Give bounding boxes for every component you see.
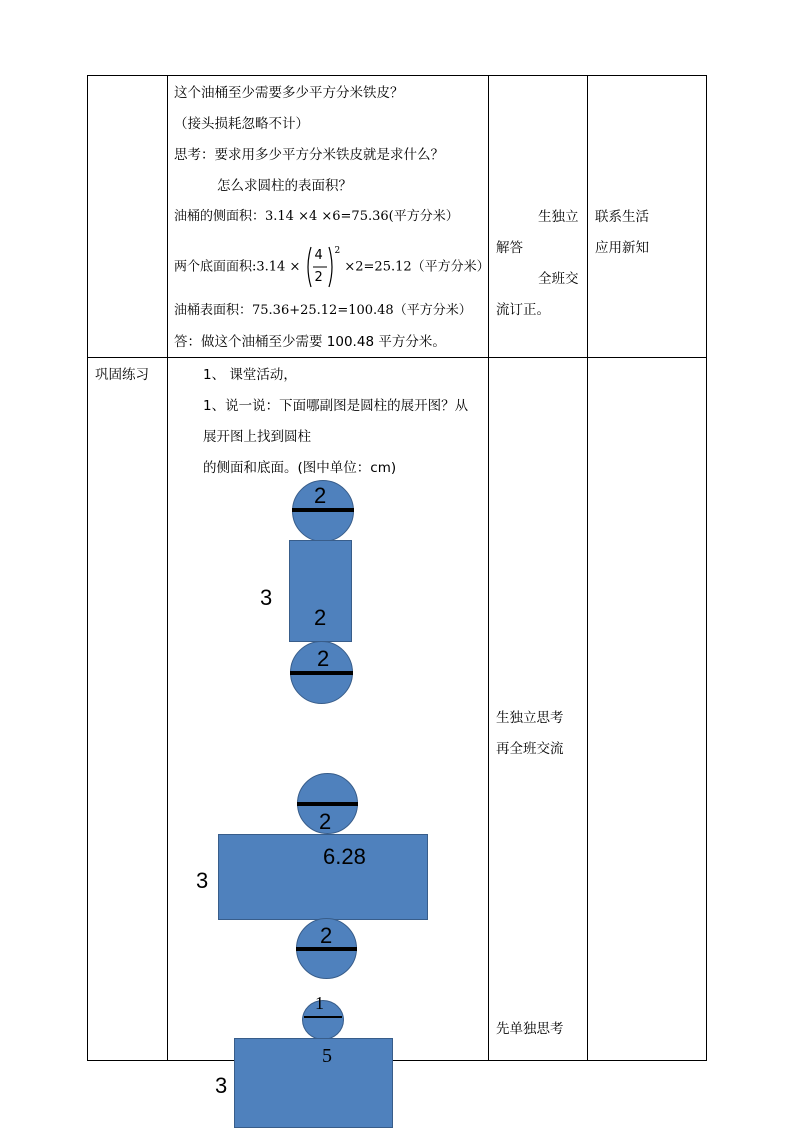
thinking-question: 思考：要求用多少平方分米铁皮就是求什么？ bbox=[174, 147, 444, 163]
student-thinking-2: 再全班交流 bbox=[496, 741, 564, 757]
table-bottom-border bbox=[87, 1060, 707, 1061]
row-divider bbox=[87, 357, 707, 358]
lateral-area-calc: 油桶的侧面积：3.14 ×4 ×6=75.36(平方分米） bbox=[174, 209, 459, 224]
fig1-height-label: 3 bbox=[260, 585, 273, 610]
col-border-3 bbox=[488, 75, 489, 1061]
fig3-height-label: 3 bbox=[215, 1073, 228, 1098]
fig2-rect-label: 6.28 bbox=[323, 844, 366, 869]
col-border-4 bbox=[587, 75, 588, 1061]
fig3-rect-label: 5 bbox=[322, 1045, 332, 1067]
base-area-prefix: 两个底面面积:3.14 × bbox=[174, 259, 301, 275]
thinking-subquestion: 怎么求圆柱的表面积？ bbox=[217, 178, 352, 194]
fig1-top-diameter bbox=[292, 508, 354, 512]
fig2-height-label: 3 bbox=[196, 868, 209, 893]
fraction-numerator: 4 bbox=[314, 247, 323, 263]
table-top-border bbox=[87, 75, 707, 76]
col-border-1 bbox=[87, 75, 88, 1061]
col-border-5 bbox=[706, 75, 707, 1061]
exercise-prompt-cont: 展开图上找到圆柱 bbox=[203, 429, 311, 445]
section-label: 巩固练习 bbox=[95, 367, 149, 383]
fig1-rect-label: 2 bbox=[314, 605, 327, 630]
fig3-top-diameter bbox=[304, 1016, 342, 1018]
problem-note: （接头损耗忽略不计） bbox=[174, 116, 309, 132]
exercise-prompt: 1、说一说：下面哪副图是圆柱的展开图？从 bbox=[203, 398, 469, 414]
base-area-suffix: ×2=25.12（平方分米） bbox=[344, 259, 490, 275]
design-intent-1: 联系生活 bbox=[595, 209, 649, 225]
fig2-bottom-label: 2 bbox=[320, 923, 333, 948]
surface-area-calc: 油桶表面积：75.36+25.12=100.48（平方分米） bbox=[174, 303, 472, 318]
fraction-with-parens bbox=[305, 244, 335, 290]
student-thinking-3: 先单独思考 bbox=[496, 1021, 564, 1037]
student-thinking-1: 生独立思考 bbox=[496, 710, 564, 726]
problem-question: 这个油桶至少需要多少平方分米铁皮？ bbox=[174, 85, 404, 101]
exercise-prompt-unit: 的侧面和底面。(图中单位：cm) bbox=[203, 460, 397, 476]
fig1-bottom-diameter bbox=[290, 671, 353, 675]
answer-line: 答：做这个油桶至少需要 100.48 平方分米。 bbox=[174, 334, 446, 350]
base-area-calc bbox=[174, 240, 490, 286]
col-border-2 bbox=[167, 75, 168, 1061]
fig1-bottom-label: 2 bbox=[317, 646, 330, 671]
activity-heading: 1、 课堂活动， bbox=[203, 367, 297, 383]
fig1-top-label: 2 bbox=[314, 483, 327, 508]
student-activity-3: 全班交 bbox=[538, 271, 579, 287]
student-activity-2: 解答 bbox=[496, 240, 523, 256]
fig2-top-diameter bbox=[297, 802, 358, 806]
exponent: 2 bbox=[334, 246, 341, 256]
fig2-top-label: 2 bbox=[319, 809, 332, 834]
fig3-side-rect bbox=[234, 1038, 393, 1128]
fig3-top-label: 1 bbox=[315, 993, 324, 1013]
student-activity-1: 生独立 bbox=[538, 209, 579, 225]
fraction-denominator: 2 bbox=[314, 269, 323, 285]
student-activity-4: 流订正。 bbox=[496, 302, 550, 318]
design-intent-2: 应用新知 bbox=[595, 240, 649, 256]
